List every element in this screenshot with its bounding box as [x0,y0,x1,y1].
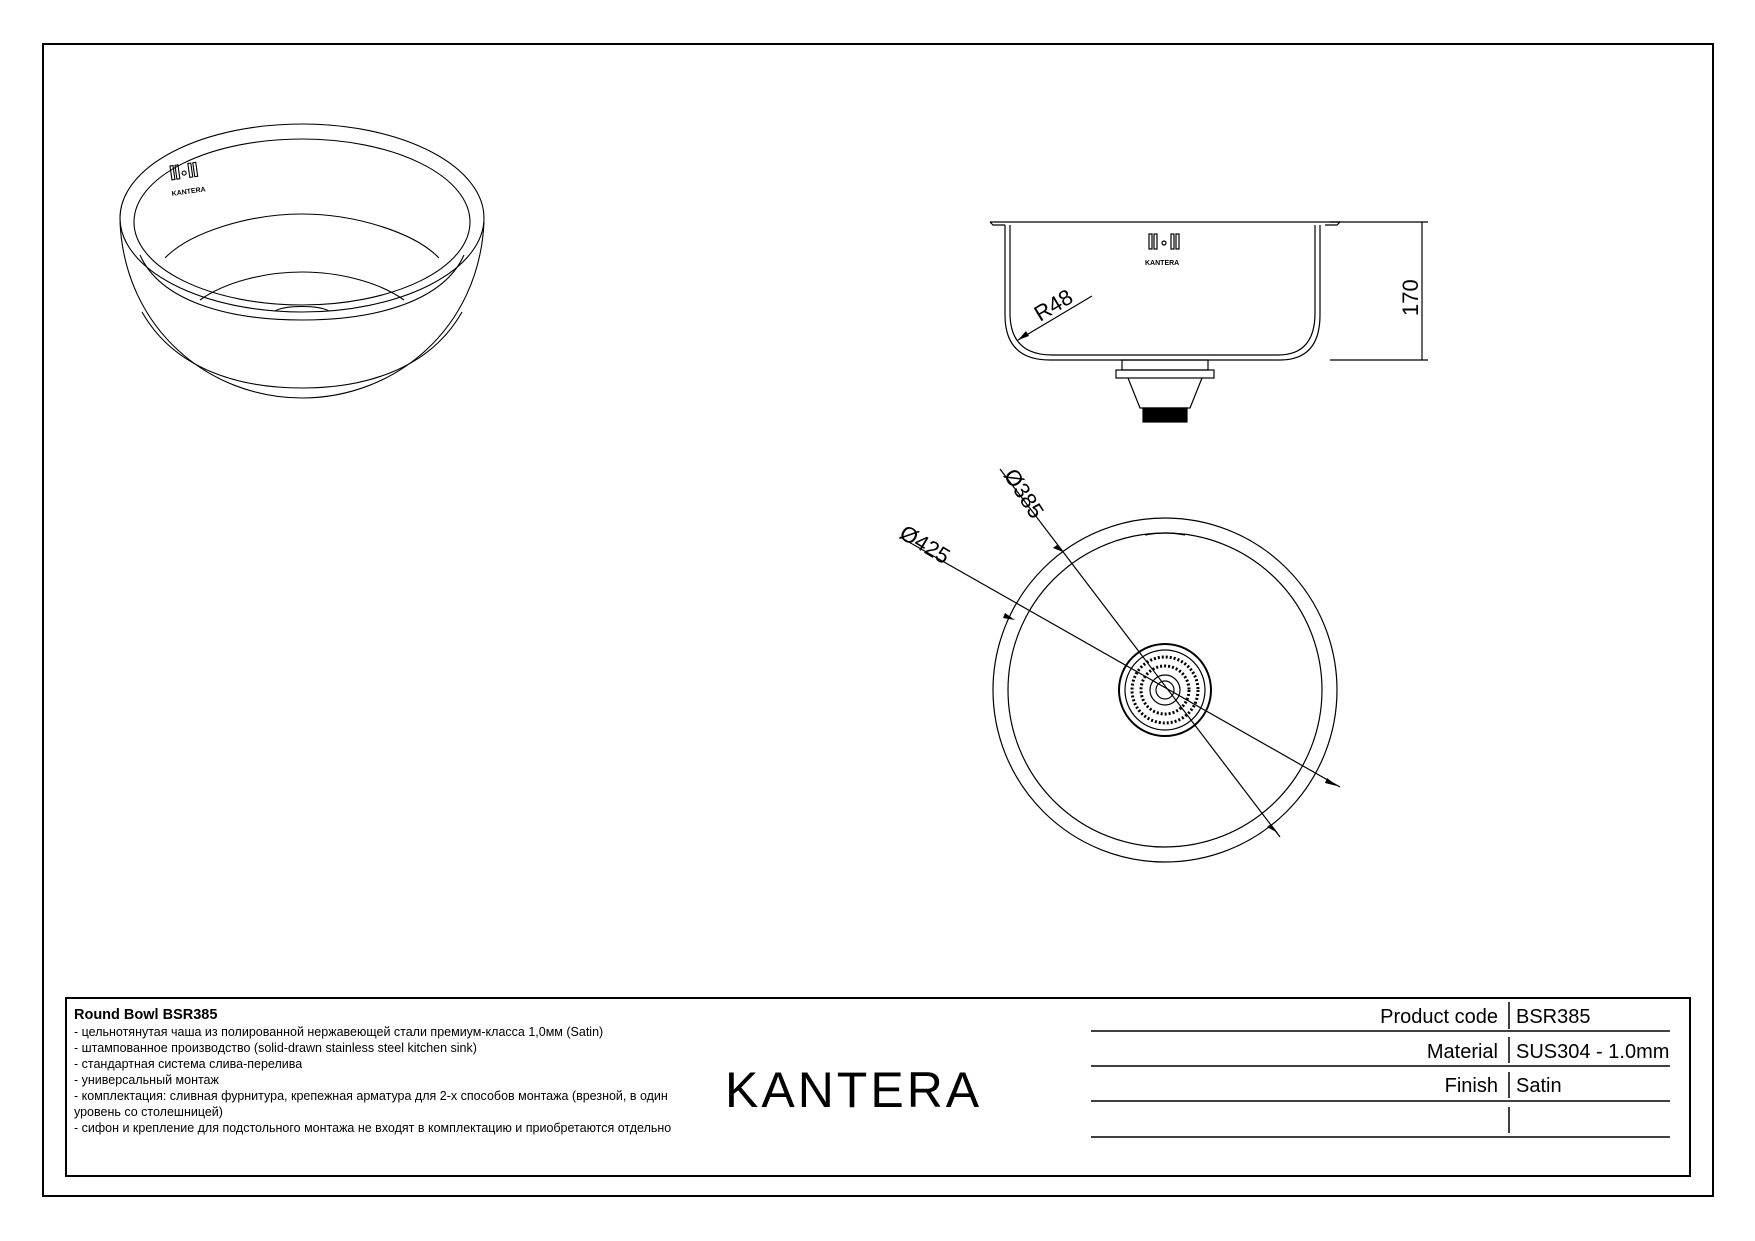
brand-logo: KANTERA [725,1062,983,1118]
feature-item: - комплектация: сливная фурнитура, крепежная арматура для 2-х способов монтажа (врезной, в один уровень со столешницей) [74,1089,668,1119]
feature-item: - штампованное производство (solid-drawn stainless steel kitchen sink) [74,1041,477,1055]
dim-inner-diameter: Ø385 [998,464,1050,523]
iso-logo-text: KANTERA [171,186,207,198]
spec-value-product-code: BSR385 [1516,1006,1591,1028]
product-title: Round Bowl BSR385 [74,1007,218,1023]
dim-outer-diameter: Ø425 [895,519,955,570]
feature-item: - сифон и крепление для подстольного монтажа не входят в комплектацию и приобретаются отдельно [74,1121,672,1135]
spec-value-material: SUS304 - 1.0mm [1516,1041,1670,1063]
isometric-view [120,124,484,398]
feature-item: - универсальный монтаж [74,1073,219,1087]
feature-list [74,1024,674,1136]
spec-label-finish: Finish [1444,1075,1498,1097]
feature-item: - стандартная система слива-перелива [74,1057,303,1071]
side-logo-mark [1149,234,1179,249]
side-view [990,222,1428,422]
dim-radius: R48 [1029,284,1078,327]
iso-logo-mark [170,162,198,179]
spec-value-finish: Satin [1516,1075,1562,1097]
product-description [74,1006,674,1136]
spec-label-product-code: Product code [1380,1006,1498,1028]
feature-item: - цельнотянутая чаша из полированной нержавеющей стали премиум-класса 1,0мм (Satin) [74,1025,604,1039]
side-logo-text: KANTERA [1145,260,1180,267]
top-view [900,469,1340,862]
spec-label-material: Material [1426,1041,1498,1063]
dim-height: 170 [1398,279,1423,316]
